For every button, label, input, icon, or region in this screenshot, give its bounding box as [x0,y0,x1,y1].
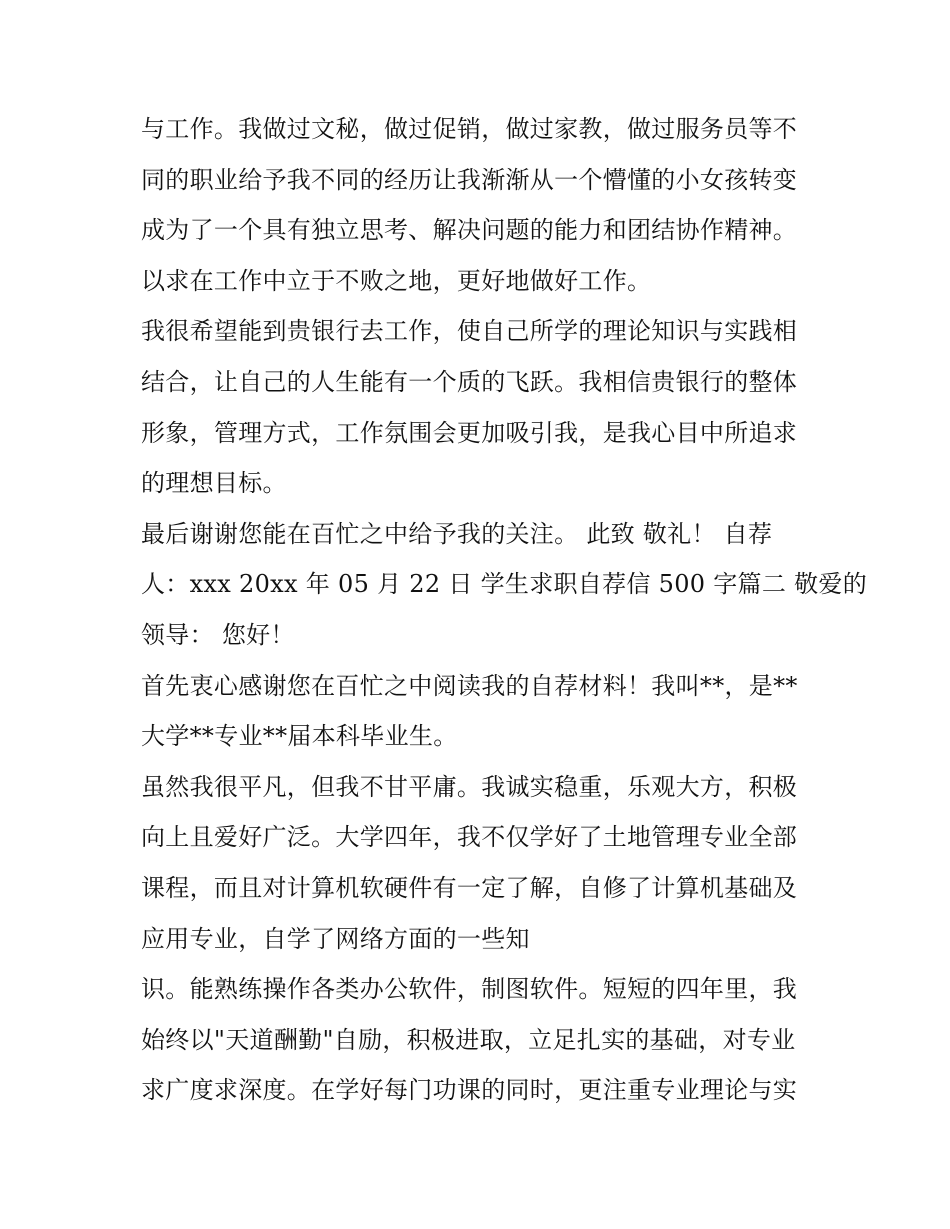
text-line: 向上且爱好广泛。大学四年，我不仅学好了土地管理专业全部 [141,823,798,852]
text-line: 大学**专业**届本科毕业生。 [141,722,458,751]
text-line: 虽然我很平凡，但我不甘平庸。我诚实稳重，乐观大方，积极 [141,772,798,801]
text-line: 与工作。我做过文秘，做过促销，做过家教，做过服务员等不 [141,115,798,143]
text-line: 人：xxx 20xx 年 05 月 22 日 学生求职自荐信 500 字篇二 敬爱的 [141,570,867,599]
text-line: 首先衷心感谢您在百忙之中阅读我的自荐材料！我叫**，是** [141,671,798,700]
text-line: 成为了一个具有独立思考、解决问题的能力和团结协作精神。 [141,216,798,245]
document-body [141,111,867,1123]
text-line: 领导： 您好！ [141,620,295,649]
text-line: 同的职业给予我不同的经历让我渐渐从一个懵懂的小女孩转变 [141,165,798,194]
text-line: 识。能熟练操作各类办公软件，制图软件。短短的四年里，我 [141,975,798,1004]
text-line: 结合，让自己的人生能有一个质的飞跃。我相信贵银行的整体 [141,367,798,396]
text-line: 的理想目标。 [141,469,287,498]
text-line: 形象，管理方式，工作氛围会更加吸引我，是我心目中所追求 [141,418,798,447]
text-line: 最后谢谢您能在百忙之中给予我的关注。 此致 敬礼！ 自荐 [141,519,773,548]
text-line: 应用专业，自学了网络方面的一些知 [141,924,530,953]
text-line: 求广度求深度。在学好每门功课的同时，更注重专业理论与实 [141,1076,798,1105]
text-line: 课程，而且对计算机软硬件有一定了解，自修了计算机基础及 [141,873,798,902]
text-line: 以求在工作中立于不败之地，更好地做好工作。 [141,266,652,295]
text-line: 我很希望能到贵银行去工作，使自己所学的理论知识与实践相 [141,317,798,346]
text-line: 始终以"天道酬勤"自励，积极进取，立足扎实的基础，对专业 [141,1025,796,1054]
